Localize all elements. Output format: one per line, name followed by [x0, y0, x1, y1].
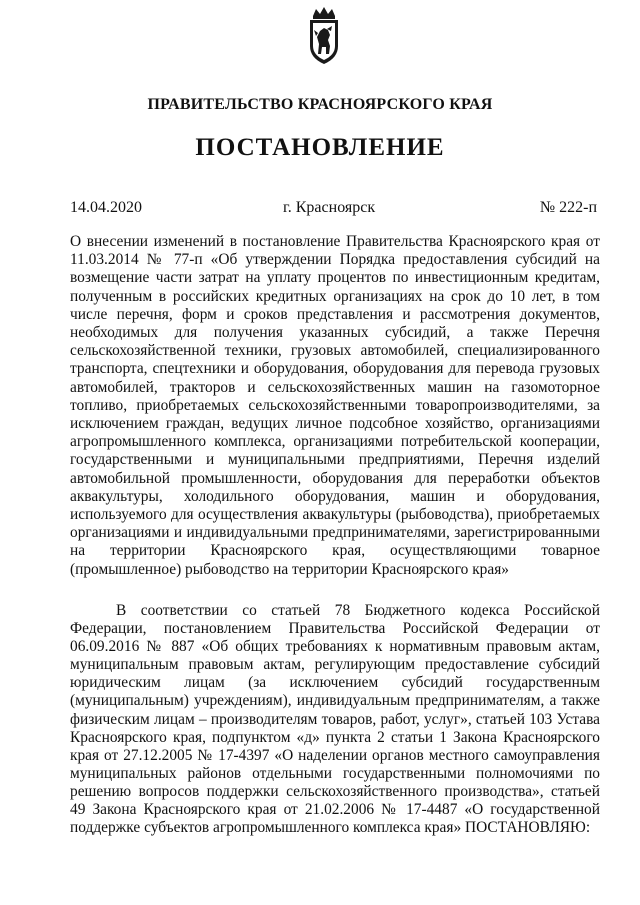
document-number: № 222-п: [539, 199, 597, 216]
document-type-title: ПОСТАНОВЛЕНИЕ: [195, 134, 445, 161]
document-city: г. Красноярск: [283, 199, 376, 216]
document-date: 14.04.2020: [70, 199, 142, 216]
coat-of-arms-emblem-icon: [303, 6, 345, 68]
document-body-paragraph: В соответствии со статьей 78 Бюджетного кодекса Российской Федерации, постановлением Правительства Российской Федерации от 06.09.2016 № 887 «Об общих требованиях к нормативным правовым актам, муниципальным правовым актам, регулирующим предоставление субсидий юридическим лицам (за исключением субсидий государственным (муниципальным) учреждениям), индивидуальным предпринимателям, а также физическим лицам – производителям товаров, работ, услуг», статьей 103 Устава Красноярского края, подпунктом «д» пункта 2 статьи 1 Закона Красноярского края от 27.12.2005 № 17-4397 «О наделении органов местного самоуправления муниципальных районов отдельными государственными полномочиями по решению вопросов поддержки сельскохозяйственного производства», статьей 49 Закона Красноярского края от 21.02.2006 № 17-4487 «О государственной поддержке субъектов агропромышленного комплекса края» ПОСТАНОВЛЯЮ:: [70, 602, 600, 837]
government-title: ПРАВИТЕЛЬСТВО КРАСНОЯРСКОГО КРАЯ: [147, 96, 493, 113]
document-subject: О внесении изменений в постановление Правительства Красноярского края от 11.03.2014 № 77-п «Об утверждении Порядка предоставления субсидий на возмещение части затрат на уплату процентов по инвестиционным кредитам, полученным в российских кредитных организациях на срок до 10 лет, в том числе перечня, форм и сроков представления и рассмотрения документов, необходимых для получения указанных субсидий, а также Перечня сельскохозяйственной техники, грузовых автомобилей, специализированного транспорта, спецтехники и оборудования, оборудования для перевода грузовых автомобилей, тракторов и сельскохозяйственных машин на газомоторное топливо, приобретаемых сельскохозяйственными товаропроизводителями, за исключением граждан, ведущих личное подсобное хозяйство, организациями агропромышленного комплекса, организациями потребительской кооперации, государственными и муниципальными предприятиями, Перечня изделий автомобильной промышленности, оборудования для переработки объектов аквакультуры, холодильного оборудования, машин и оборудования, используемого для осуществления аквакультуры (рыбоводства), приобретаемых организациями и индивидуальными предпринимателями, зарегистрированными на территории Красноярского края, осуществляющими товарное (промышленное) рыбоводство на территории Красноярского края»: [70, 233, 600, 578]
